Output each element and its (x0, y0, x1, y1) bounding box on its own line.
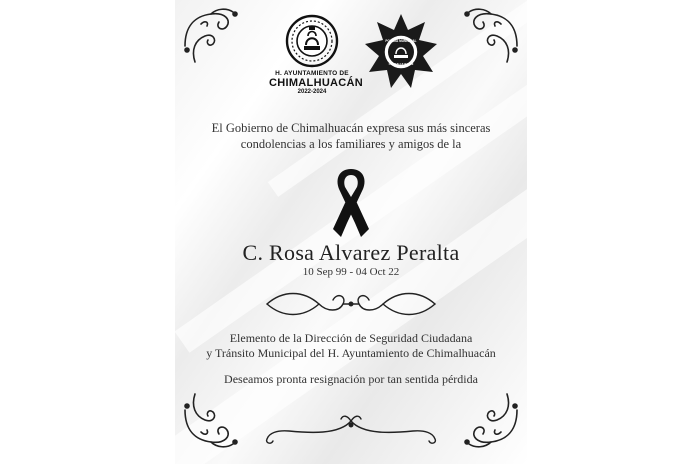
mourning-ribbon-icon (321, 163, 381, 241)
condolence-intro (175, 120, 527, 152)
ayuntamiento-label: H. AYUNTAMIENTO DE (275, 70, 349, 77)
bottom-flourish-icon (259, 411, 443, 447)
corner-ornament-icon (459, 388, 521, 450)
intro-line-2: condolencias a los familiares y amigos de la (240, 137, 462, 151)
role-line-2: y Tránsito Municipal del H. Ayuntamiento de Chimalhuacán (206, 346, 496, 360)
deceased-name: C. Rosa Alvarez Peralta (242, 240, 460, 265)
corner-ornament-icon (181, 388, 243, 450)
municipality-name: CHIMALHUACÁN (269, 77, 364, 89)
police-badge-top-text: POLICÍA MUNICIPAL (385, 39, 417, 43)
police-badge-bottom-text: CHIMALHUACÁN (388, 62, 414, 66)
flourish-divider-icon (263, 286, 439, 322)
condolence-card (175, 0, 527, 464)
ayuntamiento-logo (269, 14, 364, 95)
header-logos (175, 10, 527, 100)
intro-line-1: El Gobierno de Chimalhuacán expresa sus más sinceras (211, 121, 491, 135)
administration-period: 2022-2024 (297, 89, 327, 95)
police-star-badge-icon (361, 12, 441, 92)
ayuntamiento-seal-icon (285, 14, 339, 68)
condolence-wish: Deseamos pronta resignación por tan sentida pérdida (224, 372, 478, 386)
role-line-1: Elemento de la Dirección de Seguridad Ciudadana (229, 331, 473, 345)
deceased-role (175, 331, 527, 361)
life-dates: 10 Sep 99 - 04 Oct 22 (302, 266, 400, 278)
